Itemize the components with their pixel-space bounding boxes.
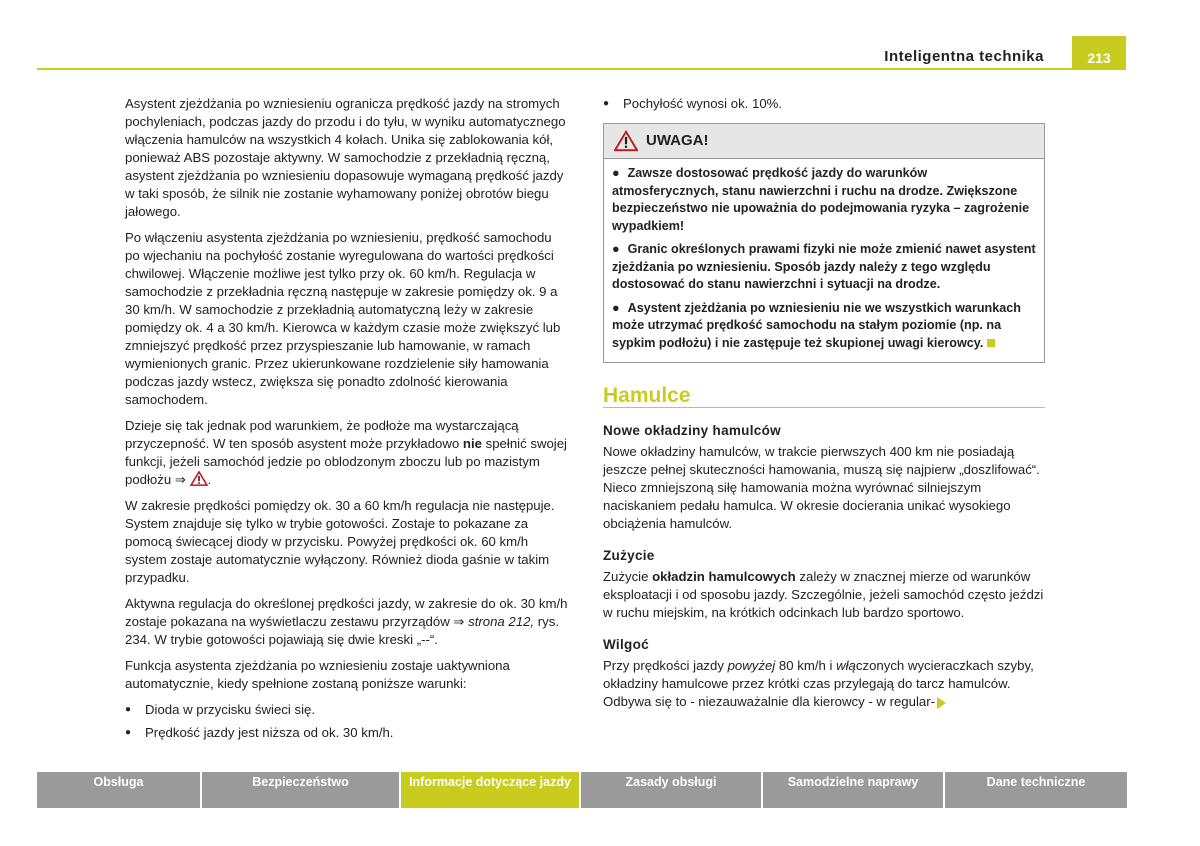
warning-item: ● Zawsze dostosować prędkość jazdy do warunków atmosferycznych, stanu nawierzchni i ruchu na drodze. Zwiększone bezpieczeństwo nie upoważnia do podejmowania ryzyka – zagrożenie wypadkiem! bbox=[612, 166, 1030, 233]
section-title: Hamulce bbox=[603, 387, 1045, 408]
conditions-list-cont bbox=[603, 95, 1045, 113]
right-column bbox=[603, 95, 1045, 719]
tab-samodzielne-naprawy[interactable]: Samodzielne naprawy bbox=[763, 772, 943, 808]
paragraph bbox=[125, 595, 569, 649]
list-item: ● Pochyłość wynosi ok. 10%. bbox=[603, 95, 1045, 113]
text: Aktywna regulacja do określonej prędkości jazdy, w zakresie do ok. 30 km/h zostaje pokazana na wyświetlaczu zestawu przyrządów ⇒ bbox=[125, 596, 568, 629]
list-item: ● Dioda w przycisku świeci się. bbox=[125, 701, 569, 719]
text: Dzieje się tak jednak pod warunkiem, że podłoże ma wystarczającą przyczepność. W ten sposób asystent może przykładowo bbox=[125, 418, 519, 451]
left-column bbox=[125, 95, 569, 747]
subheading: Zużycie bbox=[603, 548, 655, 563]
warning-triangle-icon bbox=[614, 130, 638, 152]
bold-text: nie bbox=[462, 436, 482, 451]
paragraph: Funkcja asystenta zjeżdżania po wzniesieniu zostaje uaktywniona automatycznie, kiedy spełnione zostaną poniższe warunki: bbox=[125, 658, 510, 691]
warning-item: ● Asystent zjeżdżania po wzniesieniu nie we wszystkich warunkach może utrzymać prędkość samochodu na stałym poziomie (np. na sypkim podłożu) i nie zastępuje też skupionej uwagi kierowcy. bbox=[612, 300, 1021, 350]
warning-item: ● Granic określonych prawami fizyki nie może zmienić nawet asystent zjeżdżania po wzniesieniu. Sposób jazdy należy z tego względu dostosować do stanu nawierzchni i sytuacji na drodze. bbox=[612, 242, 1036, 291]
paragraph bbox=[125, 417, 569, 489]
header-line bbox=[37, 68, 1107, 70]
continue-arrow-icon[interactable] bbox=[937, 697, 946, 709]
tab-dane-techniczne[interactable]: Dane techniczne bbox=[945, 772, 1127, 808]
paragraph: Przy prędkości jazdy powyżej 80 km/h i włączonych wycieraczkach szyby, okładziny hamulcowe przez krótki czas przylegają do tarcz hamulców. Odbywa się to - niezauważalnie dla kierowcy - w regular- bbox=[603, 658, 1034, 709]
header-title: Inteligentna technika bbox=[884, 48, 1044, 65]
tab-zasady-obslugi[interactable]: Zasady obsługi bbox=[581, 772, 761, 808]
tab-obsluga[interactable]: Obsługa bbox=[37, 772, 200, 808]
conditions-list bbox=[125, 701, 569, 742]
footer-nav bbox=[37, 772, 1127, 808]
warning-box bbox=[603, 123, 1045, 363]
page-number: 213 bbox=[1072, 36, 1126, 70]
text: spełnić swojej funkcji, jeżeli samochód jedzie po oblodzonym zboczu lub po mazistym podłożu ⇒ bbox=[125, 436, 567, 487]
warning-title: UWAGA! bbox=[646, 132, 709, 149]
paragraph: Asystent zjeżdżania po wzniesieniu ogranicza prędkość jazdy na stromych pochyleniach, podczas jazdy do przodu i do tyłu, w wyniku automatycznego włączenia hamulców na wszystkich 4 kołach. Unika się zablokowania kół, ponieważ ABS pozostaje aktywny. W samochodzie z przekładnią ręczną, asystent zjeżdżania po wzniesieniu dopasowuje wymaganą prędkość jazdy w taki sposób, że silnik nie zostanie wyhamowany poniżej obrotów biegu jałowego. bbox=[125, 96, 566, 219]
list-item: ● Prędkość jazdy jest niższa od ok. 30 km/h. bbox=[125, 724, 569, 742]
tab-bezpieczenstwo[interactable]: Bezpieczeństwo bbox=[202, 772, 399, 808]
subheading: Nowe okładziny hamulców bbox=[603, 423, 781, 438]
page-reference-link[interactable]: strona 212, bbox=[468, 614, 535, 629]
paragraph: W zakresie prędkości pomiędzy ok. 30 a 60 km/h regulacja nie następuje. System znajduje się tylko w trybie gotowości. Zostaje to pokazane za pomocą świecącej diody w przycisku. Powyżej prędkości ok. 60 km/h system zostaje automatycznie wyłączony. Również dioda gaśnie w takim przypadku. bbox=[125, 498, 555, 585]
text: . bbox=[207, 472, 212, 487]
warning-header bbox=[604, 124, 1044, 159]
tab-informacje-jazdy[interactable]: Informacje dotyczące jazdy bbox=[401, 772, 579, 808]
warning-body bbox=[604, 159, 1044, 362]
paragraph: Po włączeniu asystenta zjeżdżania po wzniesieniu, prędkość samochodu po wjechaniu na pochyłość zostanie wyregulowana do wartości prędkości chwilowej. Włączenie możliwe jest tylko przy ok. 60 km/h. Regulacja w samochodzie z przekładnia ręczną następuje w zakresie pomiędzy ok. 9 a 30 km/h. W samochodzie z przekładnią automatyczną leży w zakresie pomiędzy ok. 4 a 30 km/h. Kierowca w każdym czasie może zwiększyć lub zmniejszyć prędkość przez przyspieszanie lub hamowanie, w ramach wymienionych granic. Przez ukierunkowane rozdzielenie siły hamowania podczas jazdy wstecz, zwiększa się ponadto zdolność kierowania samochodem. bbox=[125, 230, 561, 407]
end-marker-icon bbox=[987, 339, 995, 347]
paragraph: Nowe okładziny hamulców, w trakcie pierwszych 400 km nie posiadają jeszcze pełnej skuteczności hamowania, muszą się najpierw „doszlifować“. Nieco zmniejszoną siłę hamowania można wyrównać silniejszym naciskaniem pedału hamulca. W okresie docierania unikać wysokiego obciążenia hamulców. bbox=[603, 444, 1040, 531]
text: rys. 234. W trybie gotowości pojawiają się dwie kreski „--“. bbox=[125, 614, 560, 647]
subheading: Wilgoć bbox=[603, 637, 649, 652]
paragraph: Zużycie okładzin hamulcowych zależy w znacznej mierze od warunków eksploatacji i od sposobu jazdy. Szczególnie, jeżeli samochód często jeździ w ruchu miejskim, na krótkich odcinkach lub bardzo sportowo. bbox=[603, 569, 1044, 620]
warning-triangle-icon[interactable] bbox=[190, 471, 208, 486]
